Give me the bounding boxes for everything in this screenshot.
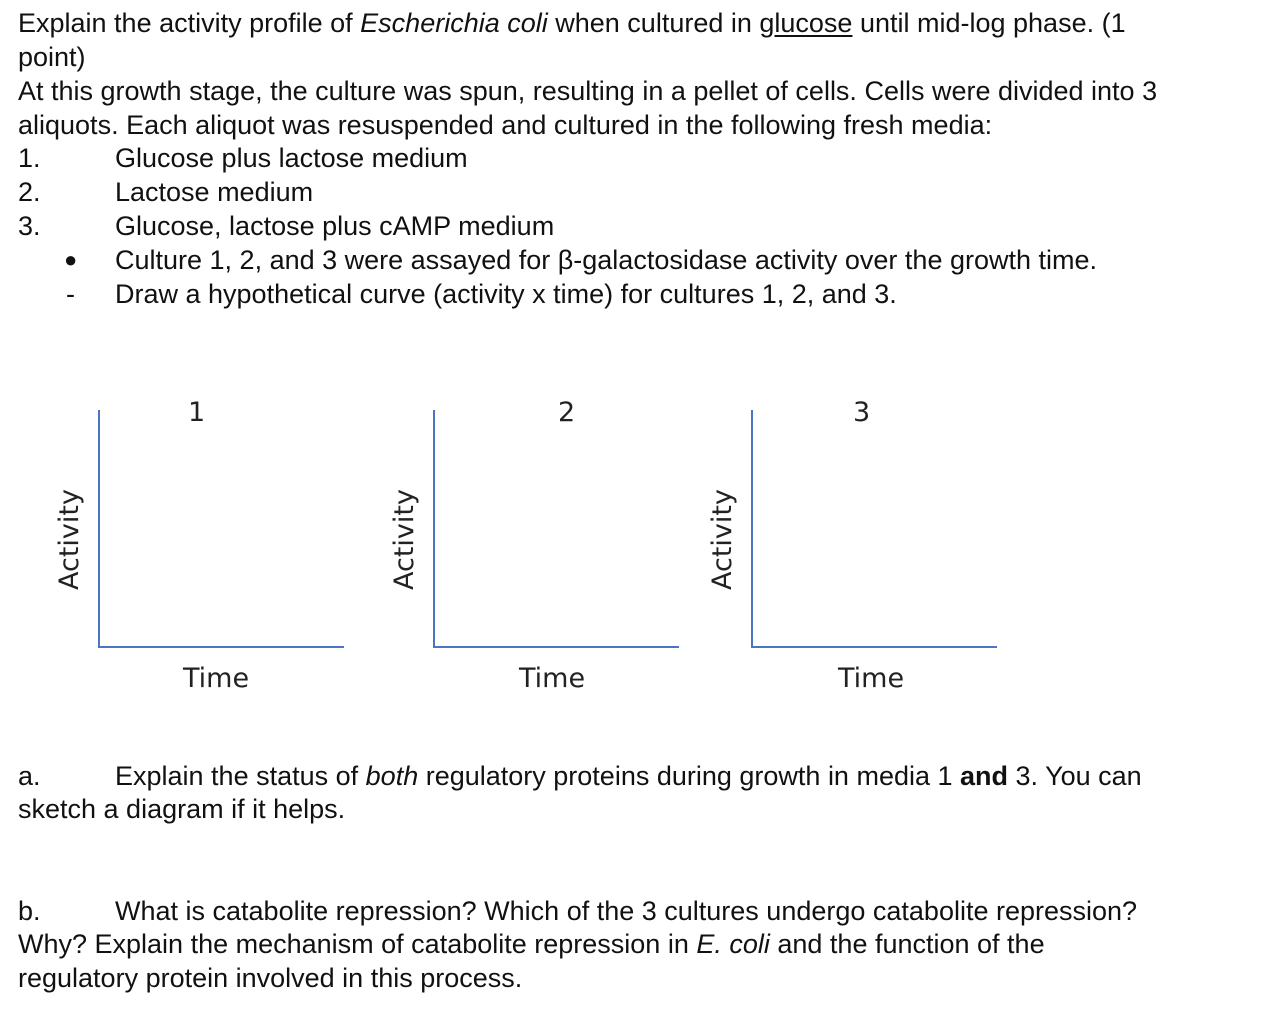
question-line-4: aliquots. Each aliquot was resuspended and cultured in the following fresh media: [18, 110, 993, 140]
graph-3 [660, 380, 1020, 710]
x-axis [751, 646, 997, 648]
graph-2 [340, 380, 700, 710]
graph-number: 1 [188, 397, 206, 428]
bullet-text: Culture 1, 2, and 3 were assayed for β-galactosidase activity over the growth time. [115, 245, 1098, 275]
part-b-text: Why? Explain the mechanism of catabolite repression in [18, 929, 697, 959]
question-line-2: point) [18, 42, 86, 72]
graph-number: 3 [853, 397, 871, 428]
y-axis [751, 410, 753, 648]
part-b-line-2 [18, 927, 1045, 961]
question-text: Explain the activity profile of [18, 8, 361, 38]
glucose-link[interactable]: glucose [759, 8, 853, 38]
x-axis-label: Time [183, 663, 250, 694]
part-b-marker: b. [18, 896, 41, 926]
part-b-organism: E. coli [696, 929, 770, 959]
part-b-text: and the function of the [769, 929, 1045, 959]
part-a-line-1 [115, 759, 1142, 793]
x-axis [98, 646, 344, 648]
media-list-marker: 3. [18, 211, 41, 241]
part-a-text: regulatory proteins during growth in media 1 [418, 761, 961, 791]
media-list-item: Lactose medium [115, 177, 314, 207]
y-axis-label: Activity [389, 489, 420, 590]
part-a-marker: a. [18, 761, 41, 791]
part-a-line-2: sketch a diagram if it helps. [18, 794, 346, 824]
part-b-line-3: regulatory protein involved in this process. [18, 963, 523, 993]
bullet-text: Draw a hypothetical curve (activity x time) for cultures 1, 2, and 3. [115, 279, 897, 309]
media-list-marker: 1. [18, 143, 41, 173]
graph-number: 2 [558, 397, 576, 428]
part-a-text: 3. You can [1008, 761, 1142, 791]
graph-1 [0, 380, 360, 710]
media-list-marker: 2. [18, 177, 41, 207]
question-line-3: At this growth stage, the culture was spun, resulting in a pellet of cells. Cells were divided into 3 [18, 76, 1158, 106]
y-axis [98, 410, 100, 648]
question-text: until mid-log phase. (1 [852, 8, 1126, 38]
x-axis-label: Time [838, 663, 905, 694]
bullet-dot: ● [64, 247, 78, 272]
part-a-emphasis: both [365, 761, 419, 791]
media-list-item: Glucose, lactose plus cAMP medium [115, 211, 555, 241]
y-axis-label: Activity [54, 489, 85, 590]
part-a-text: Explain the status of [115, 761, 366, 791]
part-a-bold: and [960, 761, 1009, 791]
y-axis-label: Activity [707, 489, 738, 590]
question-line-1 [18, 6, 1126, 40]
y-axis [433, 410, 435, 648]
question-text: when cultured in [547, 8, 760, 38]
media-list-item: Glucose plus lactose medium [115, 143, 468, 173]
organism-name: Escherichia coli [360, 8, 548, 38]
bullet-dash: - [66, 279, 75, 309]
x-axis [433, 646, 679, 648]
part-b-line-1: What is catabolite repression? Which of the 3 cultures undergo catabolite repression? [115, 896, 1138, 926]
x-axis-label: Time [519, 663, 586, 694]
